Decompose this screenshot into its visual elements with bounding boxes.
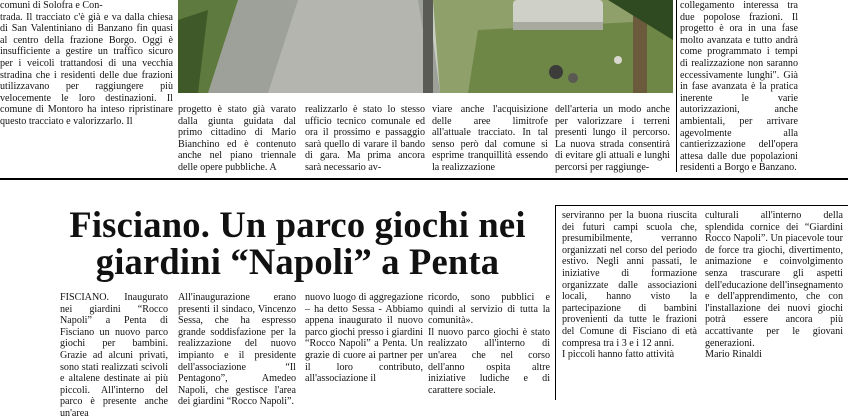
road-photo-illustration — [178, 0, 673, 93]
road-photo — [178, 0, 673, 93]
top-article-col-6: collegamento interessa tra due popolose frazioni. Il progetto è ora in una fase molto avanzata e tutto andrà come programmato i tempi di realizzazione non saranno eccessivamente lunghi". Già in fase avanzata è la pratica inerente le varie autorizzazioni, anche ambientali, per arrivare agevolmente alla cantierizzazione dell'opera attesa dalle due popolazioni residenti a Borgo e Banzano. — [680, 0, 798, 174]
bottom-article-col-6: culturali all'interno della splendida cornice dei “Giardini Rocco Napoli”. Un piacevole tour de force tra giochi, divertimento, animazione e coinvolgimento senza trascurare gli aspetti dell'educazione dell'insegnamento e dell'apprendimento, che con l'installazione dei nuovi giochi potrà essere ancora più accattivante per le giovani generazioni. Mario Rinaldi — [705, 210, 843, 361]
bottom-article-col-1: FISCIANO. Inaugurato nei giardini “Rocco Napoli” a Penta di Fisciano un nuovo parco giochi per bambini. Grazie ad alcuni privati, sono stati realizzati scivoli e altalene destinate ai più piccoli. All'interno del parco è presente anche un'area — [60, 292, 168, 419]
article-separator — [0, 178, 848, 180]
bottom-article-col-5: serviranno per la buona riuscita dei futuri campi scuola che, presumibilmente, verranno organizzati nel corso del periodo estivo. Negli anni passati, le iniziative di formazione organizzate dalle associazioni locali, hanno visto la partecipazione di bambini provenienti da tutte le frazioni del Comune di Fisciano di età compresa tra i 3 e i 12 anni. I piccoli hanno fatto attività — [562, 210, 697, 361]
top-article-col-4: viare anche l'acquisizione delle aree limitrofe all'attuale tracciato. In tal senso però dal comune si esprime tranquillità essendo la realizzazione — [432, 104, 548, 173]
top-article-col-1: comuni di Solofra e Con- trada. Il tracciato c'è già e va dalla chiesa di San Valentiniano di Banzano fin quasi al centro della frazione Borgo. Oggi è insufficiente a gestire un traffico sicuro per i veicoli trattandosi di una vecchia stradina che i residenti delle due frazioni utilizzavano per raggiungere più velocemente le loro destinazioni. Il comune di Montoro ha inteso ripristinare questo tracciato e valorizzarlo. Il — [0, 0, 173, 127]
top-article-col-3: realizzarlo è stato lo stesso ufficio tecnico comunale ed ora il prossimo e passaggio sarà quello di varare il bando di gara. Ma prima ancora sarà necessario av- — [305, 104, 425, 173]
headline: Fisciano. Un parco giochi nei giardini “Napoli” a Penta — [69, 204, 526, 282]
bottom-article-col-4: ricordo, sono pubblici e quindi al servizio di tutta la comunità». Il nuovo parco giochi è stato realizzato all'interno di un'area che nel corso dell'anno ospita altre iniziative ludiche e di carattere sociale. — [428, 292, 550, 396]
column-top-rule — [555, 205, 848, 206]
bottom-article-col-2: All'inaugurazione erano presenti il sindaco, Vincenzo Sessa, che ha espresso grande soddisfazione per la realizzazione del nuovo impianto e il presidente dell'associazione “Il Pentagono”, Amedeo Napoli, che gestisce l'area dei giardini “Rocco Napoli”. — [178, 292, 296, 408]
bottom-article-col-3: nuovo luogo di aggregazione – ha detto Sessa - Abbiamo appena inaugurato il nuovo parco giochi presso i giardini “Rocco Napoli” a Penta. Un grazie di cuore ai partner per il loro contributo, all'associazione il — [305, 292, 423, 385]
column-divider — [676, 0, 677, 172]
top-article-col-5: dell'arteria un modo anche per valorizzare i terreni presenti lungo il percorso. La nuova strada consentirà di evitare gli attuali e lunghi percorsi per raggiunge- — [555, 104, 670, 173]
top-article-col-2: progetto è stato già varato dalla giunta guidata dal primo cittadino di Mario Bianchino ed è contenuto anche nel piano triennale delle opere pubbliche. A — [178, 104, 296, 173]
column-divider — [555, 205, 556, 400]
